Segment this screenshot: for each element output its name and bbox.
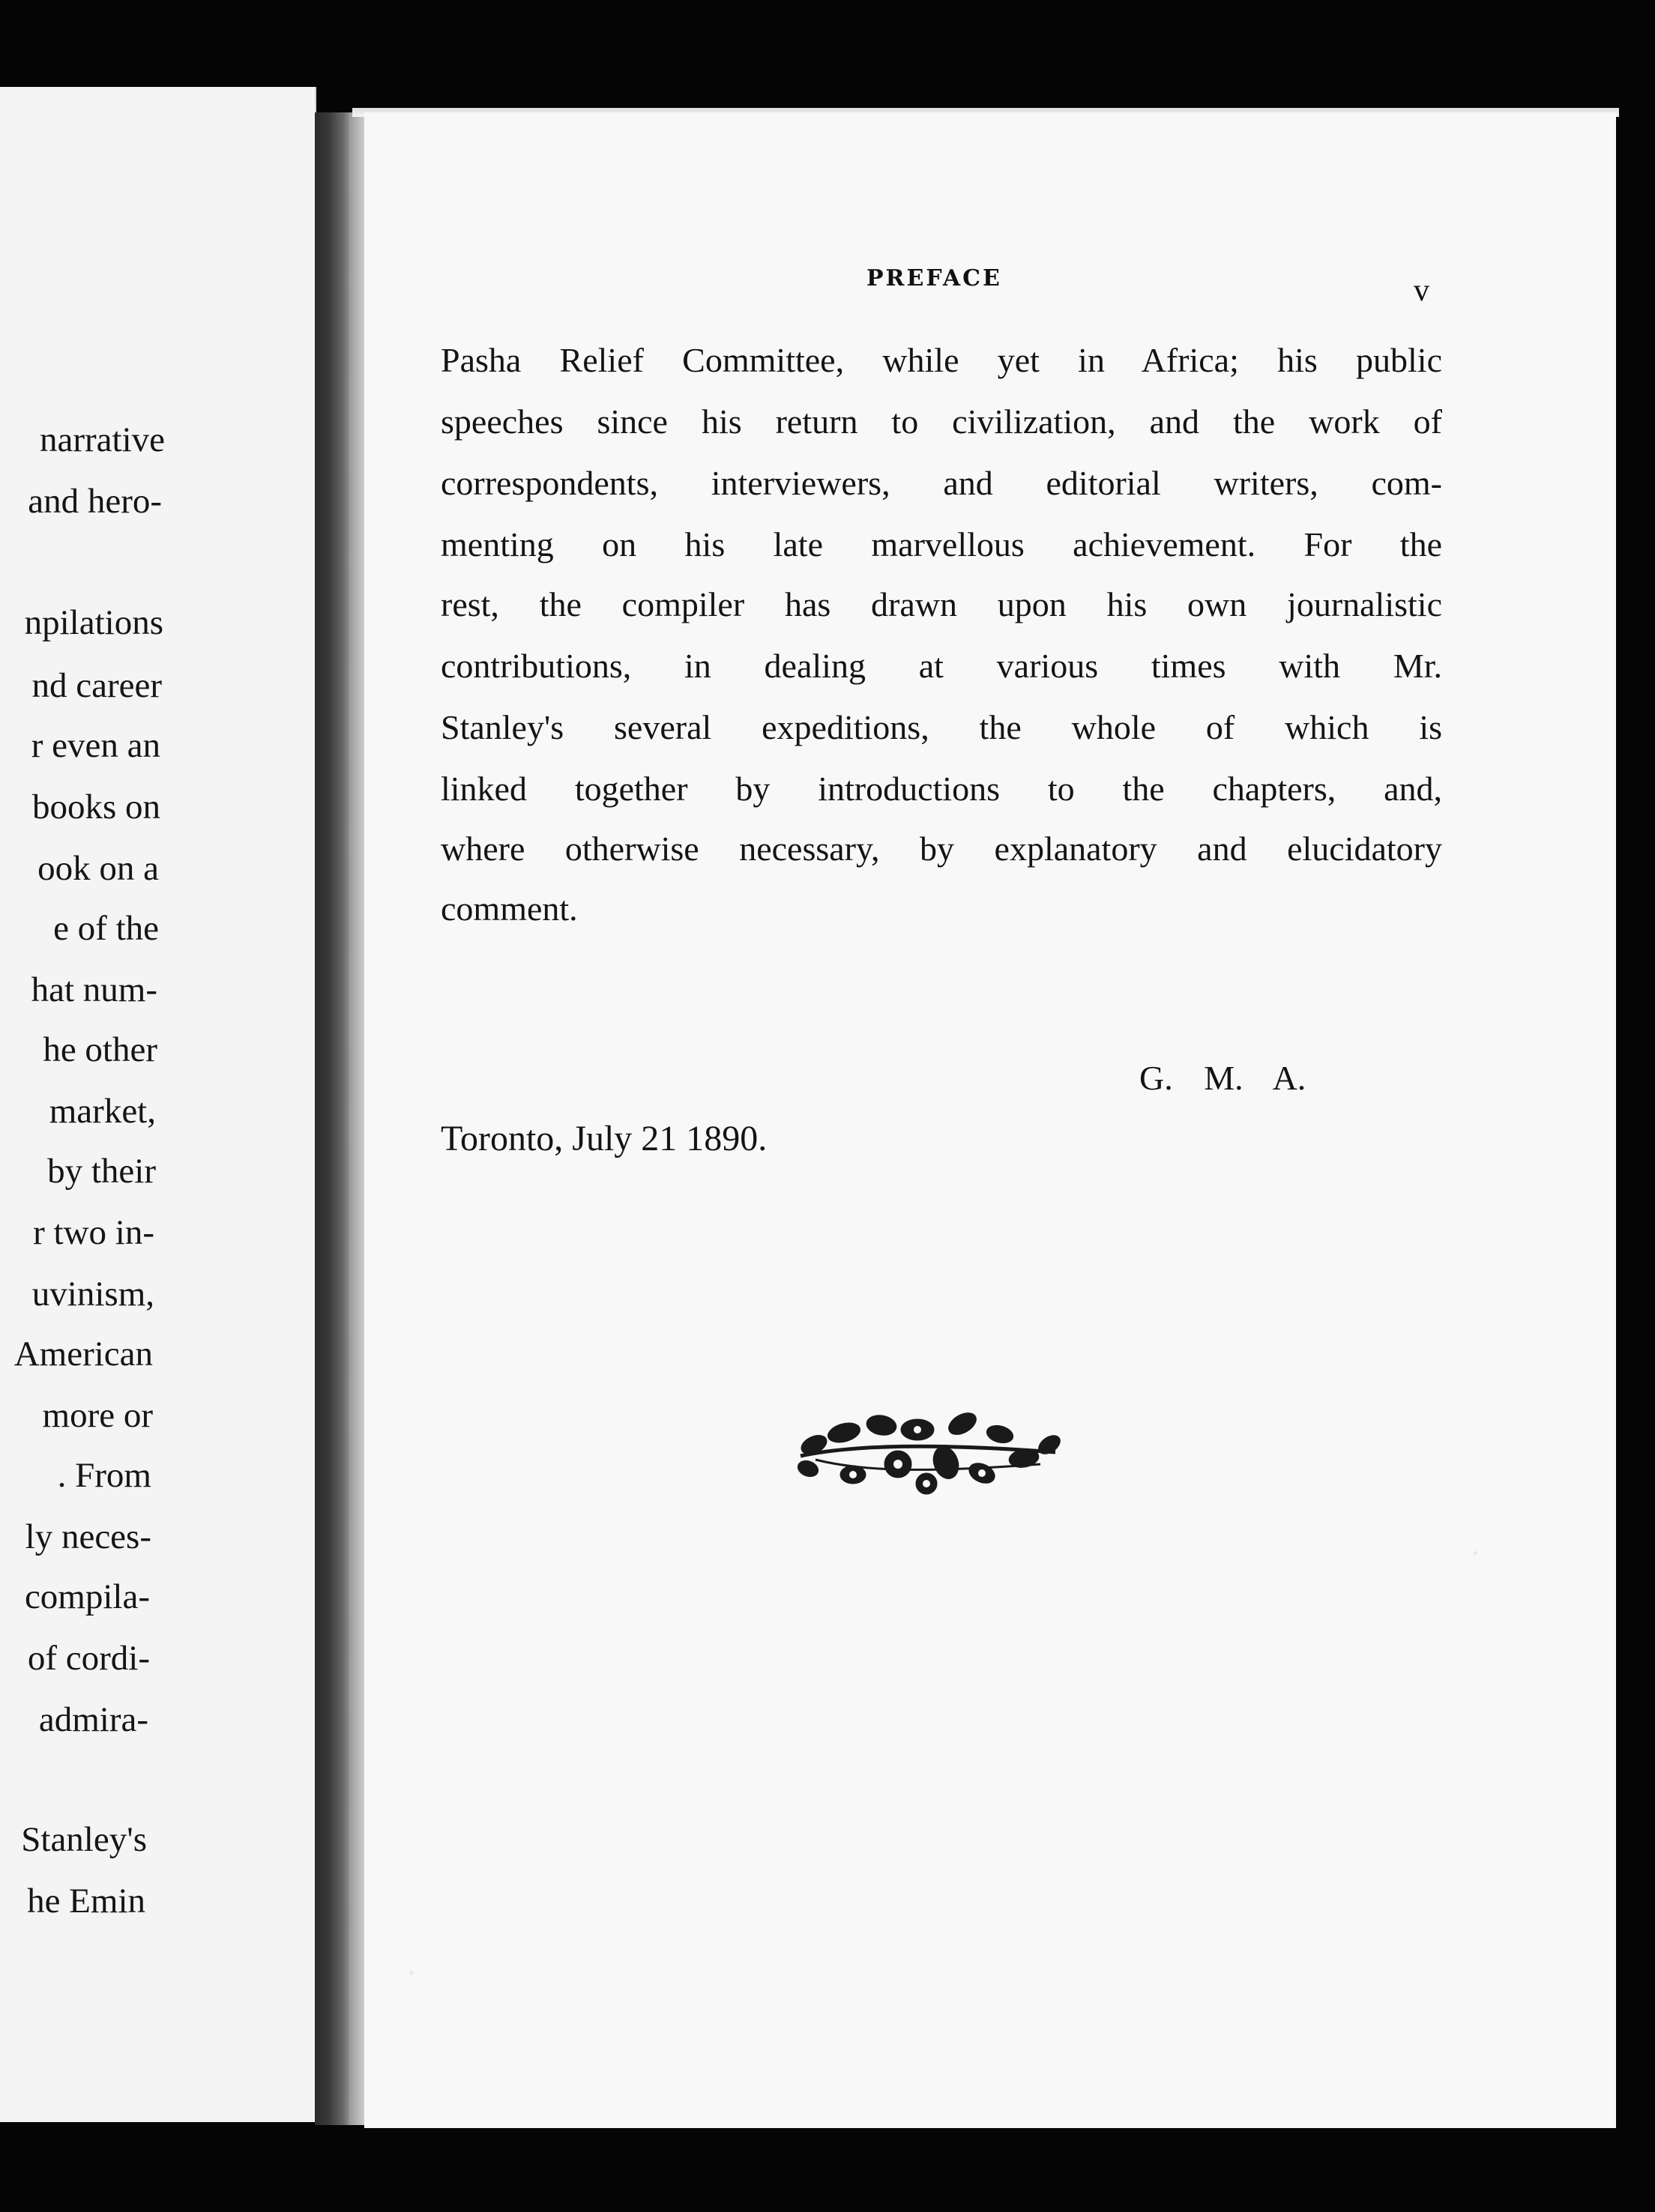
left-page-line: ly neces- [25, 1517, 151, 1556]
body-text-line: Stanley's several expeditions, the whole of which is [441, 708, 1442, 746]
body-text-line: linked together by introductions to the chapters, and, [441, 770, 1442, 808]
left-page-line: market, [49, 1092, 156, 1131]
left-page-line: American [13, 1335, 153, 1374]
body-text-line: Pasha Relief Committee, while yet in Africa; his public [441, 341, 1442, 379]
paper-speck [1474, 1551, 1477, 1555]
left-page-line: of cordi- [27, 1639, 150, 1678]
left-page-line: ook on a [37, 849, 159, 888]
left-page-line: he other [43, 1030, 157, 1069]
author-initials: G. M. A. [1139, 1059, 1306, 1097]
left-page-line: . From [57, 1456, 151, 1495]
left-page-line: and hero- [28, 482, 162, 521]
left-page-line: r even an [31, 726, 160, 765]
left-page-line: uvinism, [31, 1275, 154, 1314]
left-page-line: books on [31, 788, 160, 827]
running-head: PREFACE [866, 265, 1002, 291]
page-number: v [1414, 274, 1429, 308]
left-page-line: nd career [31, 666, 162, 705]
paper-speck [409, 1971, 414, 1975]
body-text-line: rest, the compiler has drawn upon his own journalistic [441, 585, 1442, 623]
body-text-line: correspondents, interviewers, and editorial writers, com- [441, 464, 1442, 502]
left-page-line: e of the [53, 909, 159, 948]
body-text-line: where otherwise necessary, by explanatory and elucidatory [441, 830, 1442, 868]
left-page-line: Stanley's [21, 1820, 147, 1859]
left-page-line: npilations [24, 603, 163, 642]
left-page-line: he Emin [27, 1882, 145, 1921]
dateline: Toronto, July 21 1890. [441, 1119, 768, 1158]
body-text-line: comment. [441, 889, 578, 928]
body-text-line: speeches since his return to civilization, and the work of [441, 402, 1442, 441]
left-page-line: r two in- [33, 1213, 154, 1252]
left-page-line: hat num- [31, 970, 157, 1009]
left-page-line: by their [47, 1152, 156, 1191]
floral-tailpiece-icon [786, 1400, 1070, 1512]
left-page-line: compila- [24, 1577, 150, 1616]
left-page-line: admira- [38, 1700, 148, 1739]
left-page-line: more or [42, 1396, 153, 1435]
left-page-fragment [0, 87, 316, 2122]
right-page [364, 112, 1616, 2128]
body-text-line: contributions, in dealing at various times with Mr. [441, 647, 1442, 685]
left-page-line: narrative [39, 420, 165, 459]
body-text-line: menting on his late marvellous achievement. For the [441, 525, 1442, 563]
